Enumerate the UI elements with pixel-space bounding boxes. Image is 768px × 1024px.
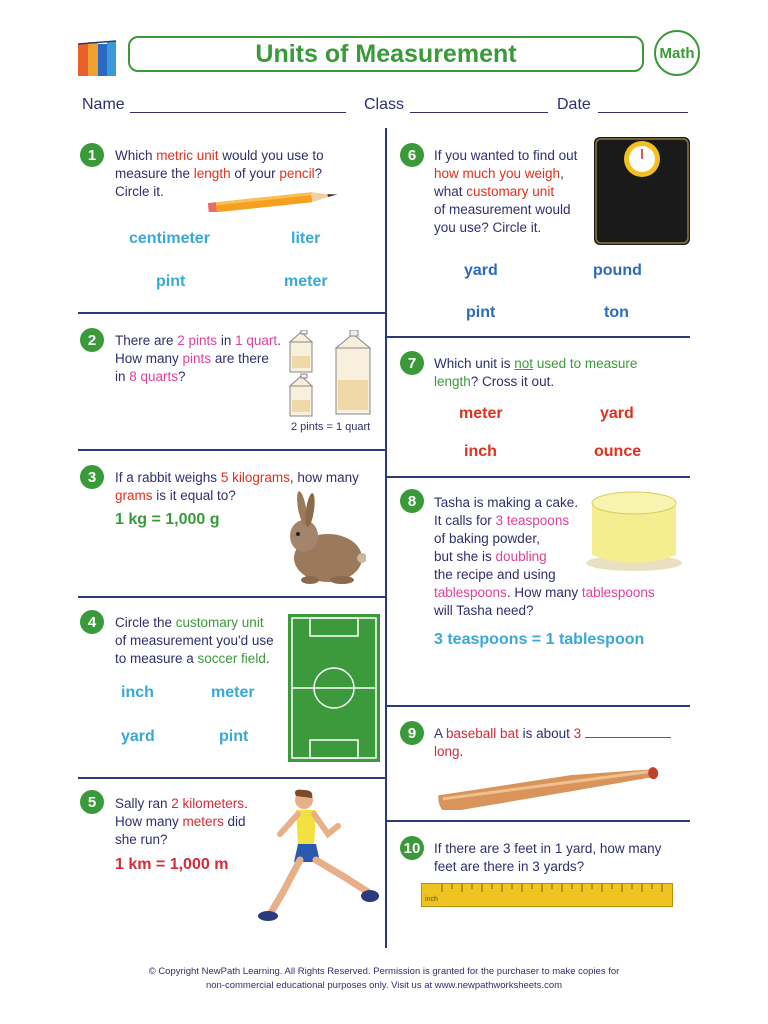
column-divider [385,128,387,948]
class-field[interactable] [410,112,548,113]
cake-icon [584,489,684,578]
name-field[interactable] [130,112,346,113]
divider [386,820,690,822]
question-2-text: There are 2 pints in 1 quart. How many pints are there in 8 quarts? [115,333,281,384]
option-yard[interactable]: yard [464,262,498,279]
logo-books-icon [76,38,122,78]
question-4-text: Circle the customary unit of measurement you'd use to measure a soccer field. [115,615,274,666]
conversion-hint: 1 km = 1,000 m [115,856,229,873]
option-pound[interactable]: pound [593,262,642,279]
option-pint[interactable]: pint [466,304,496,321]
date-field[interactable] [598,112,688,113]
option-yard[interactable]: yard [600,405,634,422]
option-inch[interactable]: inch [121,684,154,701]
option-inch[interactable]: inch [464,443,497,460]
option-meter[interactable]: meter [211,684,255,701]
question-9-text: A baseball bat is about 3 long. [434,725,684,761]
ruler-label: inch [425,896,438,903]
carton-caption: 2 pints = 1 quart [291,421,371,433]
question-number: 3 [80,465,104,489]
question-6-text: If you wanted to find out how much you weigh, what customary unit of measurement would you use? Circle it. [434,148,578,235]
divider [386,705,690,707]
option-pint[interactable]: pint [219,728,249,745]
option-yard[interactable]: yard [121,728,155,745]
ruler-icon [421,883,673,907]
question-3-text: If a rabbit weighs 5 kilograms, how many grams is it equal to? [115,470,359,503]
question-number: 4 [80,610,104,634]
divider [78,596,386,598]
soccer-field-icon [288,614,380,767]
question-7-text: Which unit is not used to measure length? Cross it out. [434,356,638,389]
answer-blank[interactable] [585,725,671,738]
page-title: Units of Measurement [255,39,517,68]
option-liter[interactable]: liter [291,230,321,247]
question-number: 5 [80,790,104,814]
conversion-hint: 1 kg = 1,000 g [115,511,220,528]
option-pint[interactable]: pint [156,273,186,290]
option-ounce[interactable]: ounce [594,443,642,460]
question-1-text: Which metric unit would you use to measure the length of your pencil? Circle it. [115,148,324,199]
option-meter[interactable]: meter [284,273,328,290]
question-number: 1 [80,143,104,167]
question-5-text: Sally ran 2 kilometers. How many meters did she run? [115,796,248,847]
title-banner [128,36,644,72]
bathroom-scale-icon [594,137,690,250]
option-ton[interactable]: ton [604,304,629,321]
milk-cartons-icon [286,330,382,427]
pencil-icon [208,190,344,217]
question-number: 2 [80,328,104,352]
divider [78,449,386,451]
question-8-text: Tasha is making a cake. It calls for 3 teaspoons of baking powder, but she is doubling the recipe and using tablespoons. How many tablespoons will Tasha need? [434,495,655,618]
date-label: Date [557,96,591,113]
runner-icon [258,786,382,931]
divider [78,312,386,314]
question-number: 7 [400,351,424,375]
divider [386,336,690,338]
question-number: 9 [400,721,424,745]
footer-copyright: © Copyright NewPath Learning. All Rights Reserved. Permission is granted for the purchaser to make copies for non-commercial educational purposes only. Visit us at www.newpathworksheets.com [148,966,620,991]
baseball-bat-icon [432,762,664,815]
name-label: Name [82,96,125,113]
option-centimeter[interactable]: centimeter [129,230,210,247]
question-number: 8 [400,489,424,513]
divider [386,476,690,478]
divider [78,777,386,779]
math-badge: Math [654,30,700,76]
question-number: 6 [400,143,424,167]
question-number: 10 [400,836,424,860]
rabbit-icon [282,490,366,591]
conversion-hint: 3 teaspoons = 1 tablespoon [434,631,645,648]
class-label: Class [364,96,405,113]
option-meter[interactable]: meter [459,405,503,422]
question-10-text: If there are 3 feet in 1 yard, how many feet are there in 3 yards? [434,841,662,874]
